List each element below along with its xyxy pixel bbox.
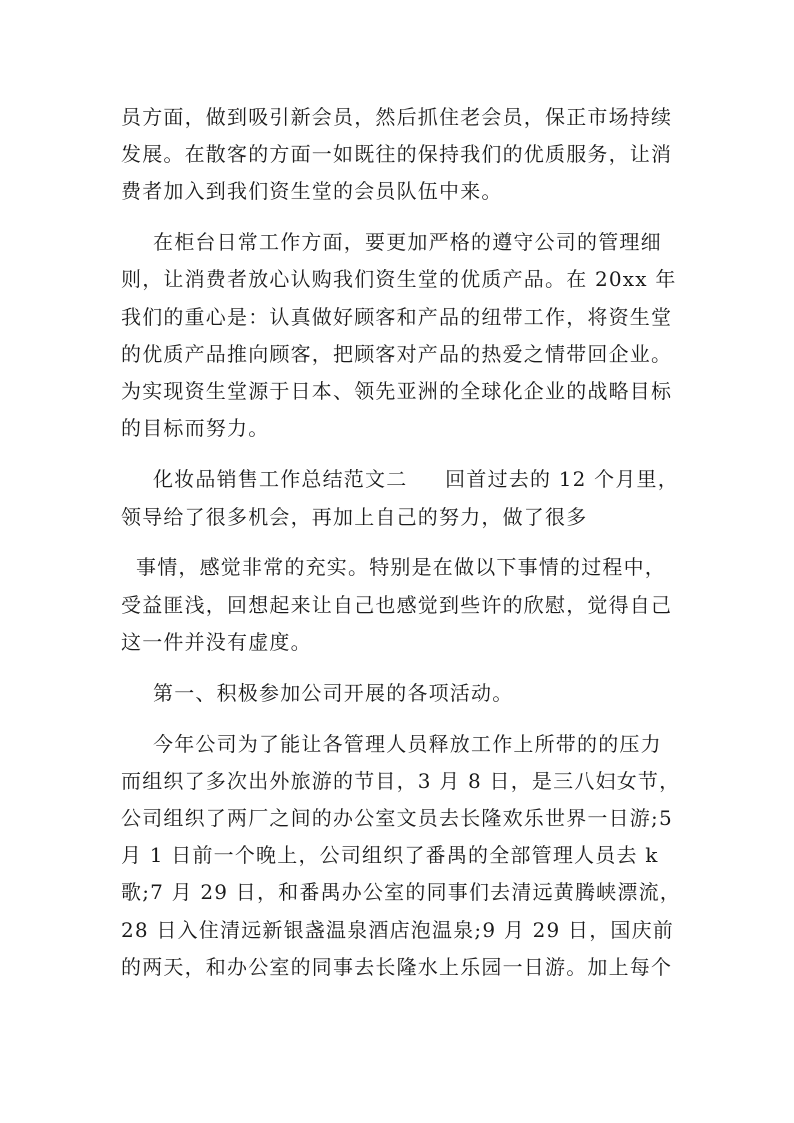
text-line: 事情，感觉非常的充实。特别是在做以下事情的过程中， (136, 555, 666, 579)
text-line: 的优质产品推向顾客，把顾客对产品的热爱之情带回企业。 (121, 342, 673, 366)
text-line: 月 1 日前一个晚上，公司组织了番禺的全部管理人员去 k (121, 843, 659, 867)
text-line: 公司组织了两厂之间的办公室文员去长隆欢乐世界一日游;5 (121, 806, 673, 830)
text-line: 发展。在散客的方面一如既往的保持我们的优质服务，让消 (121, 142, 673, 166)
text-line: 化妆品销售工作总结范文二 回首过去的 12 个月里， (153, 467, 679, 491)
text-line: 歌;7 月 29 日，和番禺办公室的同事们去清远黄腾峡漂流， (121, 880, 681, 904)
text-line: 的两天，和办公室的同事去长隆水上乐园一日游。加上每个 (121, 955, 673, 979)
text-line: 受益匪浅，回想起来让自己也感觉到些许的欣慰，觉得自己 (121, 593, 673, 617)
text-line: 的目标而努力。 (121, 416, 270, 440)
text-line: 领导给了很多机会，再加上自己的努力，做了很多 (121, 505, 588, 529)
text-line: 而组织了多次出外旅游的节目，3 月 8 日，是三八妇女节， (121, 769, 681, 793)
text-line: 我们的重心是：认真做好顾客和产品的纽带工作，将资生堂 (121, 305, 673, 329)
text-line: 今年公司为了能让各管理人员释放工作上所带的的压力 (153, 732, 662, 756)
text-line: 费者加入到我们资生堂的会员队伍中来。 (121, 179, 503, 203)
text-line: 则，让消费者放心认购我们资生堂的优质产品。在 20xx 年 (121, 267, 677, 291)
text-line: 28 日入住清远新银盏温泉酒店泡温泉;9 月 29 日，国庆前 (121, 918, 674, 942)
text-line: 第一、积极参加公司开展的各项活动。 (153, 681, 514, 705)
text-line: 这一件并没有虚度。 (121, 630, 312, 654)
text-line: 为实现资生堂源于日本、领先亚洲的全球化企业的战略目标 (121, 379, 673, 403)
text-line: 在柜台日常工作方面，要更加严格的遵守公司的管理细 (153, 230, 662, 254)
text-line: 员方面，做到吸引新会员，然后抓住老会员，保正市场持续 (121, 105, 673, 129)
